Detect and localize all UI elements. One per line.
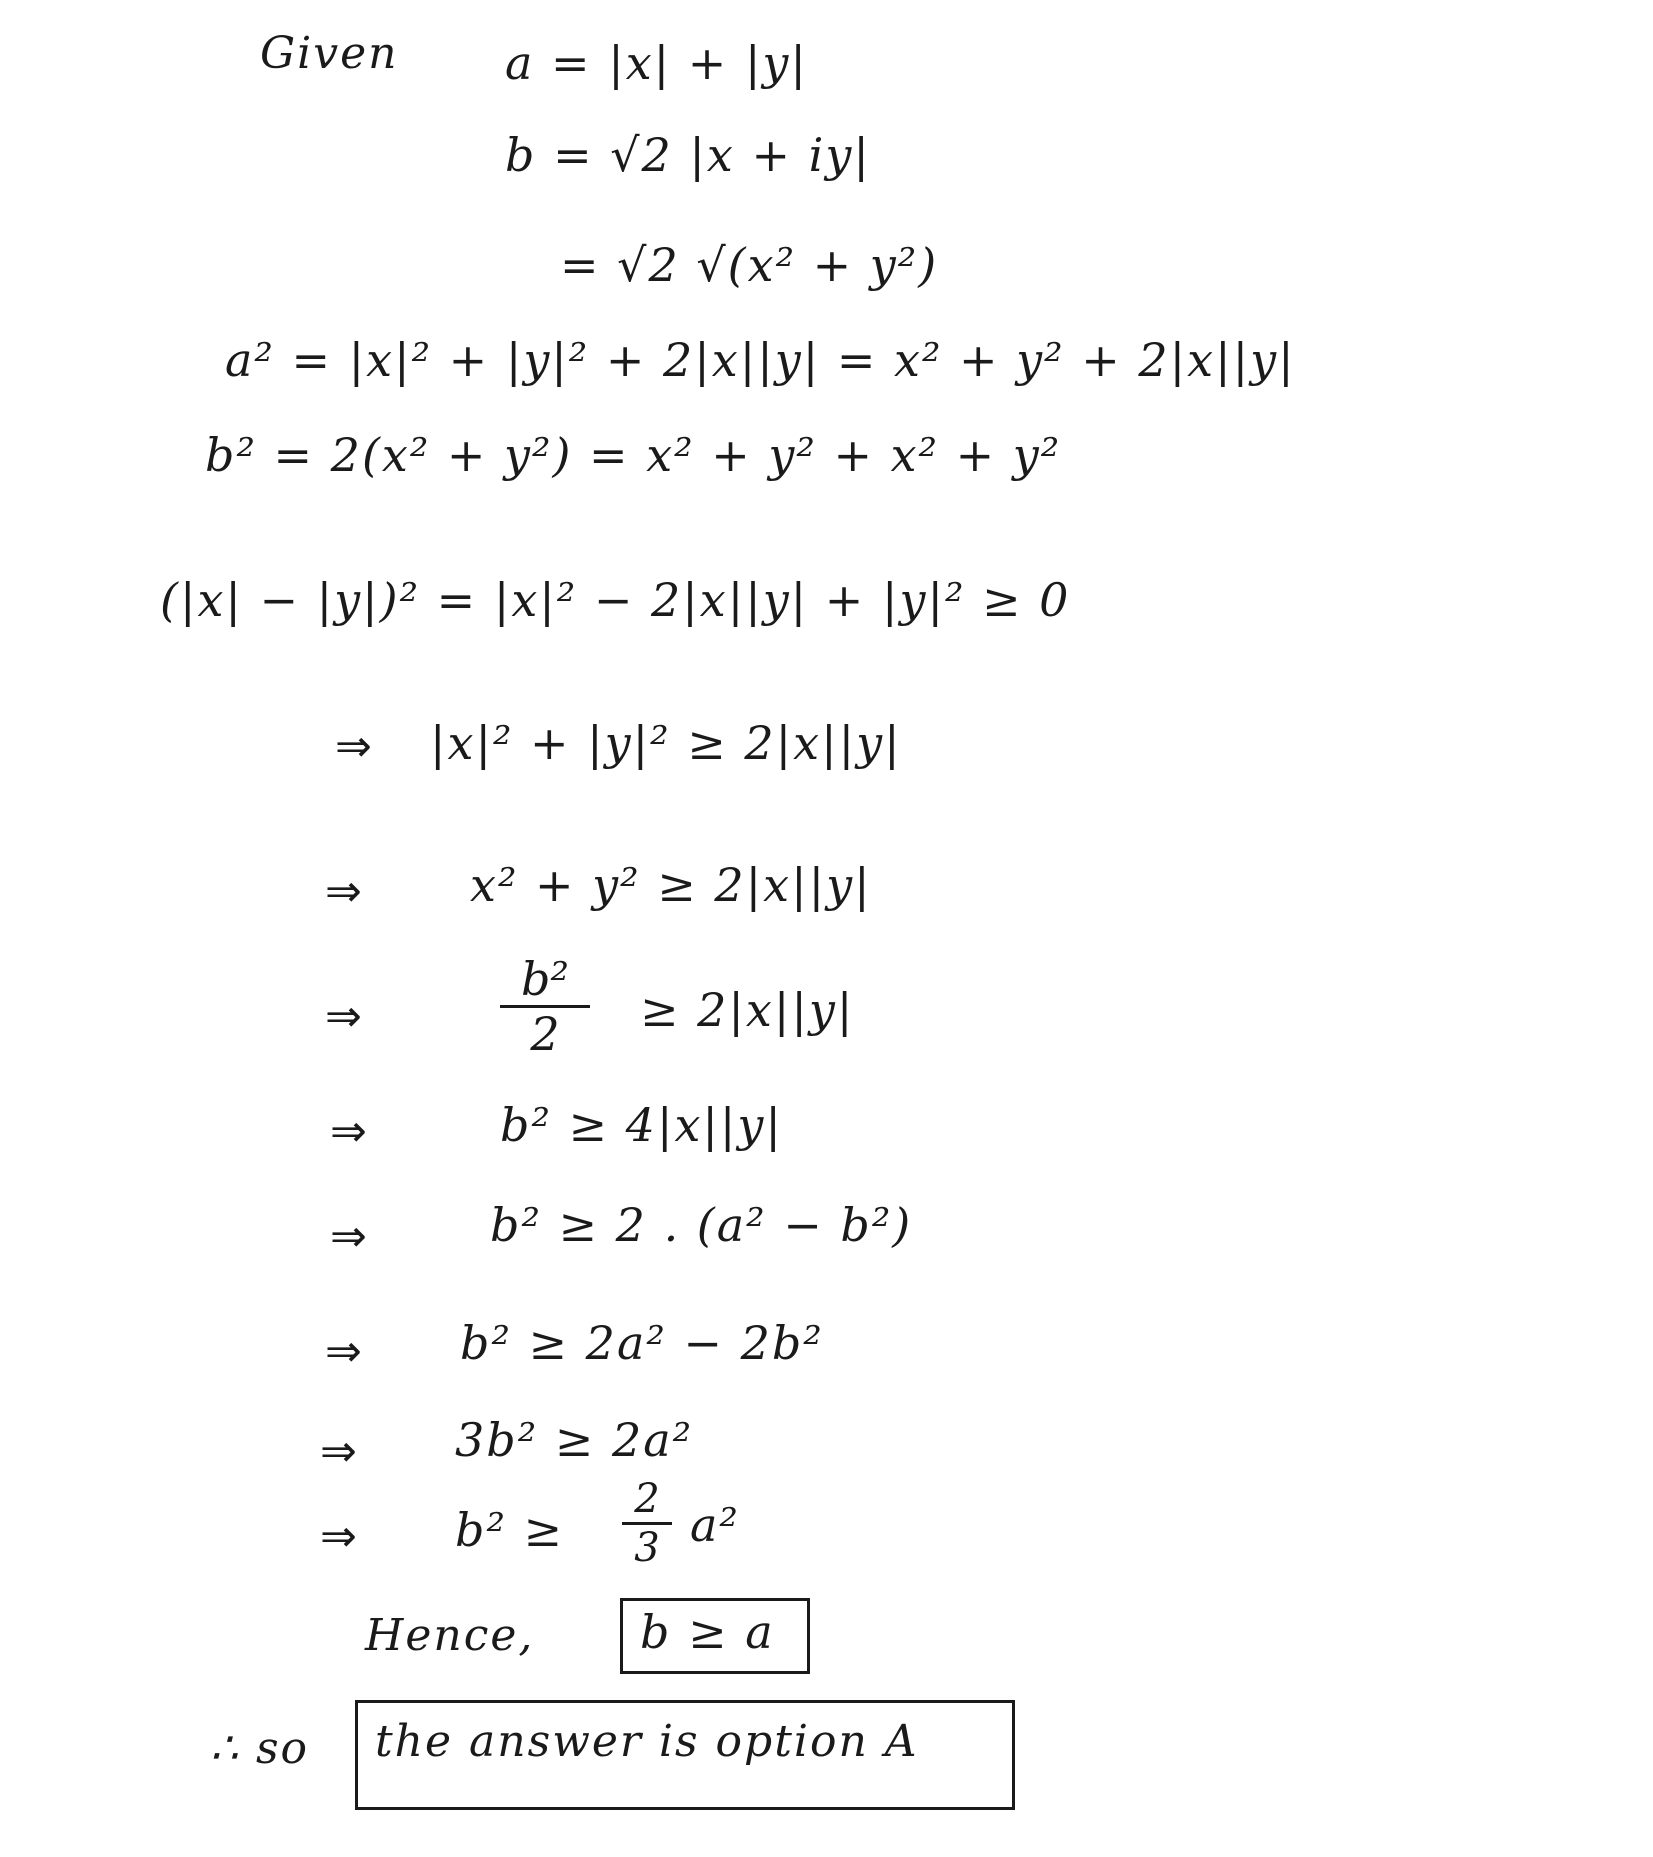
b-squared-equation: b² = 2(x² + y²) = x² + y² + x² + y² bbox=[205, 428, 1062, 482]
step-2: x² + y² ≥ 2|x||y| bbox=[470, 858, 872, 912]
implies-icon: ⇒ bbox=[320, 1511, 357, 1562]
implies-icon: ⇒ bbox=[325, 1326, 362, 1377]
fraction-b-squared-over-two bbox=[500, 952, 590, 1062]
step-7: 3b² ≥ 2a² bbox=[455, 1413, 694, 1467]
answer-text: the answer is option A bbox=[375, 1716, 919, 1767]
fraction-denominator: 3 bbox=[634, 1525, 660, 1571]
implies-icon: ⇒ bbox=[325, 866, 362, 917]
implies-icon: ⇒ bbox=[330, 1211, 367, 1262]
fraction-numerator: b² bbox=[521, 952, 569, 1006]
hence-result: b ≥ a bbox=[640, 1605, 775, 1659]
step-6: b² ≥ 2a² − 2b² bbox=[460, 1316, 824, 1370]
step-5: b² ≥ 2 . (a² − b²) bbox=[490, 1198, 913, 1252]
given-label: Given bbox=[260, 28, 399, 79]
therefore-label: ∴ so bbox=[210, 1723, 310, 1774]
step-4: b² ≥ 4|x||y| bbox=[500, 1098, 783, 1152]
fraction-denominator: 2 bbox=[530, 1007, 560, 1062]
step-8-lhs: b² ≥ bbox=[455, 1503, 565, 1557]
a-definition: a = |x| + |y| bbox=[505, 36, 808, 90]
fraction-numerator: 2 bbox=[634, 1476, 660, 1522]
hence-label: Hence, bbox=[365, 1610, 535, 1661]
implies-icon: ⇒ bbox=[325, 991, 362, 1042]
fraction-two-thirds bbox=[622, 1478, 672, 1569]
implies-icon: ⇒ bbox=[320, 1426, 357, 1477]
step-3-rhs: ≥ 2|x||y| bbox=[640, 983, 855, 1037]
step-1: |x|² + |y|² ≥ 2|x||y| bbox=[430, 716, 902, 770]
a-squared-equation: a² = |x|² + |y|² + 2|x||y| = x² + y² + 2|x||y| bbox=[225, 333, 1296, 387]
b-definition: b = √2 |x + iy| bbox=[505, 128, 871, 182]
b-expansion: = √2 √(x² + y²) bbox=[560, 238, 939, 292]
implies-icon: ⇒ bbox=[335, 721, 372, 772]
implies-icon: ⇒ bbox=[330, 1106, 367, 1157]
difference-square-inequality: (|x| − |y|)² = |x|² − 2|x||y| + |y|² ≥ 0 bbox=[160, 573, 1071, 627]
step-8-rhs: a² bbox=[690, 1498, 740, 1552]
